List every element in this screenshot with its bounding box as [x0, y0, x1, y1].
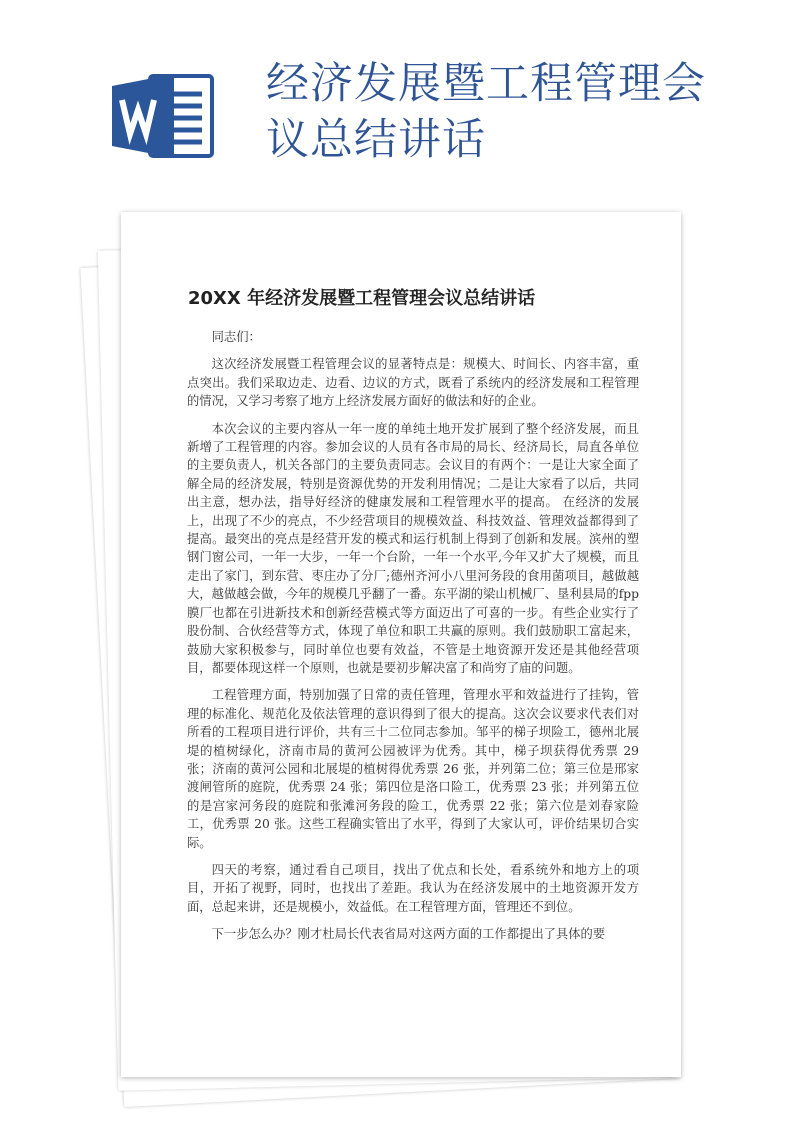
headline: 经济发展暨工程管理会议总结讲话 [266, 59, 706, 165]
salutation: 同志们： [211, 330, 261, 344]
paragraph: 下一步怎么办？刚才杜局长代表省局对这两方面的工作都提出了具体的要 [211, 927, 606, 942]
document-body [187, 328, 639, 953]
paragraph: 工程管理方面，特别加强了日常的责任管理，管理水平和效益进行了挂钩，管理的标准化、规范化及依法管理的意识得到了很大的提高。这次会议要求代表们对所看的工程项目进行评价，共有三十二位同志参加。邹平的梯子坝险工，德州北展堤的植树绿化，济南市局的黄河公园被评为优秀。其中，梯子坝获得优秀票 29 张；济南的黄河公园和北展堤的植树得优秀票 26 张，并列第二位；第三位是邢家渡闸管所的庭院，优秀票 24 张；第四位是洛口险工，优秀票 23 张；并列第五位的是宫家河务段的庭院和张滩河务段的险工，优秀票 22 张；第六位是刘春家险工，优秀票 20 张。这些工程确实管出了水平，得到了大家认可，评价结果切合实际。 [187, 688, 639, 850]
paragraph: 本次会议的主要内容从一年一度的单纯土地开发扩展到了整个经济发展，而且新增了工程管理的内容。参加会议的人员有各市局的局长、经济局长，局直各单位的主要负责人，机关各部门的主要负责同志。会议目的有两个：一是让大家全面了解全局的经济发展，特别是资源优势的开发利用情况；二是让大家看了以后，共同出主意，想办法，指导好经济的健康发展和工程管理水平的提高。 在经济的发展上，出现了不少的亮点，不少经营项目的规模效益、科技效益、管理效益都得到了提高。最突出的亮点是经营开发的模式和运行机制上得到了创新和发展。滨州的塑钢门窗公司，一年一大步，一年一个台阶，一年一个水平,今年又扩大了规模，而且走出了家门，到东营、枣庄办了分厂;德州齐河小八里河务段的食用菌项目，越做越大，越做越会做，今年的规模几乎翻了一番。东平湖的梁山机械厂、垦利县局的fpp膜厂也都在引进新技术和创新经营模式等方面迈出了可喜的一步。有些企业实行了股份制、合伙经营等方式，体现了单位和职工共赢的原则。我们鼓励职工富起来，鼓励大家积极参与，同时单位也要有效益，不管是土地资源开发还是其他经营项目，都要体现这样一个原则，也就是要初步解决富了和尚穷了庙的问题。 [187, 421, 639, 675]
paragraph: 这次经济发展暨工程管理会议的显著特点是：规模大、时间长、内容丰富，重点突出。我们采取边走、边看、边议的方式，既看了系统内的经济发展和工程管理的情况，又学习考察了地方上经济发展方面好的做法和好的企业。 [187, 357, 639, 409]
paragraph: 四天的考察，通过看自己项目，找出了优点和长处，看系统外和地方上的项目，开拓了视野，同时，也找出了差距。我认为在经济发展中的土地资源开发方面，总起来讲，还是规模小，效益低。在工程管理方面，管理还不到位。 [187, 862, 639, 914]
document-page [121, 212, 681, 1077]
document-title: 20XX 年经济发展暨工程管理会议总结讲话 [188, 288, 536, 309]
